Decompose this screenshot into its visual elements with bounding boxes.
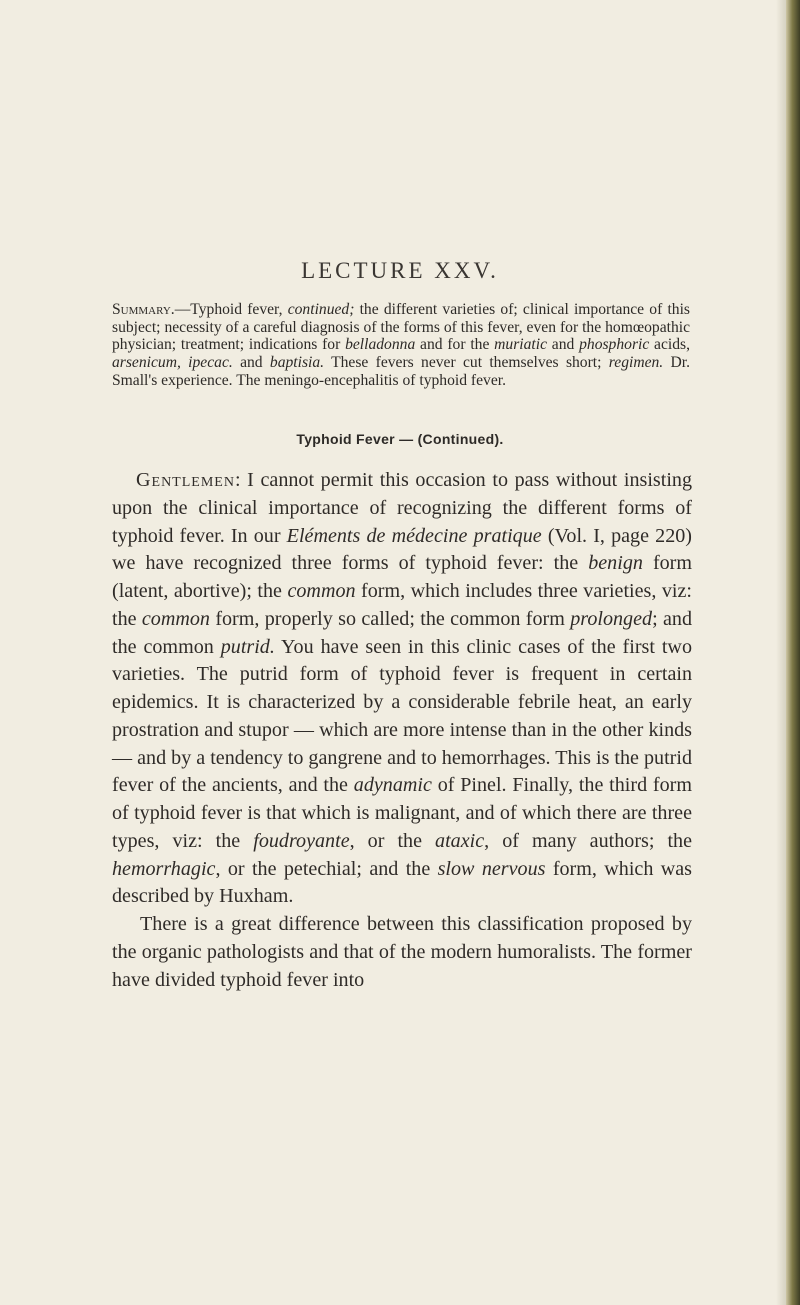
section-subheading: Typhoid Fever — (Continued). [296, 431, 504, 447]
page-edge-shadow [776, 0, 786, 1305]
summary-lead: Summary. [112, 301, 175, 318]
body-text [112, 467, 692, 994]
book-binding-edge [786, 0, 800, 1305]
paragraph-2: There is a great difference between this classification proposed by the organic pathologists and that of the modern humoralists. The former have divided typhoid fever into [112, 913, 692, 991]
lecture-title: LECTURE XXV. [301, 258, 499, 283]
paragraph-1: Gentlemen: I cannot permit this occasion to pass without insisting upon the clinical importance of recognizing the different forms of typhoid fever. In our Eléments de médecine pratique (Vol. I, page 220) we have recognized three forms of typhoid fever: the benign form (latent, abortive); the common form, which includes three varieties, viz: the common form, properly so called; the common form prolonged; and the common putrid. You have seen in this clinic cases of the first two varieties. The putrid form of typhoid fever is frequent in certain epidemics. It is characterized by a considerable febrile heat, an early prostration and stupor — which are more intense than in the other kinds — and by a tendency to gangrene and to hemorrhages. This is the putrid fever of the ancients, and the adynamic of Pinel. Finally, the third form of typhoid fever is that which is malignant, and of which there are three types, viz: the foudroyante, or the ataxic, of many authors; the hemorrhagic, or the petechial; and the slow nervous form, which was described by Huxham. [112, 469, 693, 908]
salutation: Gentlemen [136, 469, 235, 491]
chapter-summary: Summary.—Typhoid fever, continued; the different varieties of; clinical importance of this subject; necessity of a careful diagnosis of the forms of this fever, even for the homœopathic physician; treatment; indications for belladonna and for the muriatic and phosphoric acids, arsenicum, ipecac. and baptisia. These fevers never cut themselves short; regimen. Dr. Small's experience. The meningo-encephalitis of typhoid fever. [112, 301, 691, 389]
